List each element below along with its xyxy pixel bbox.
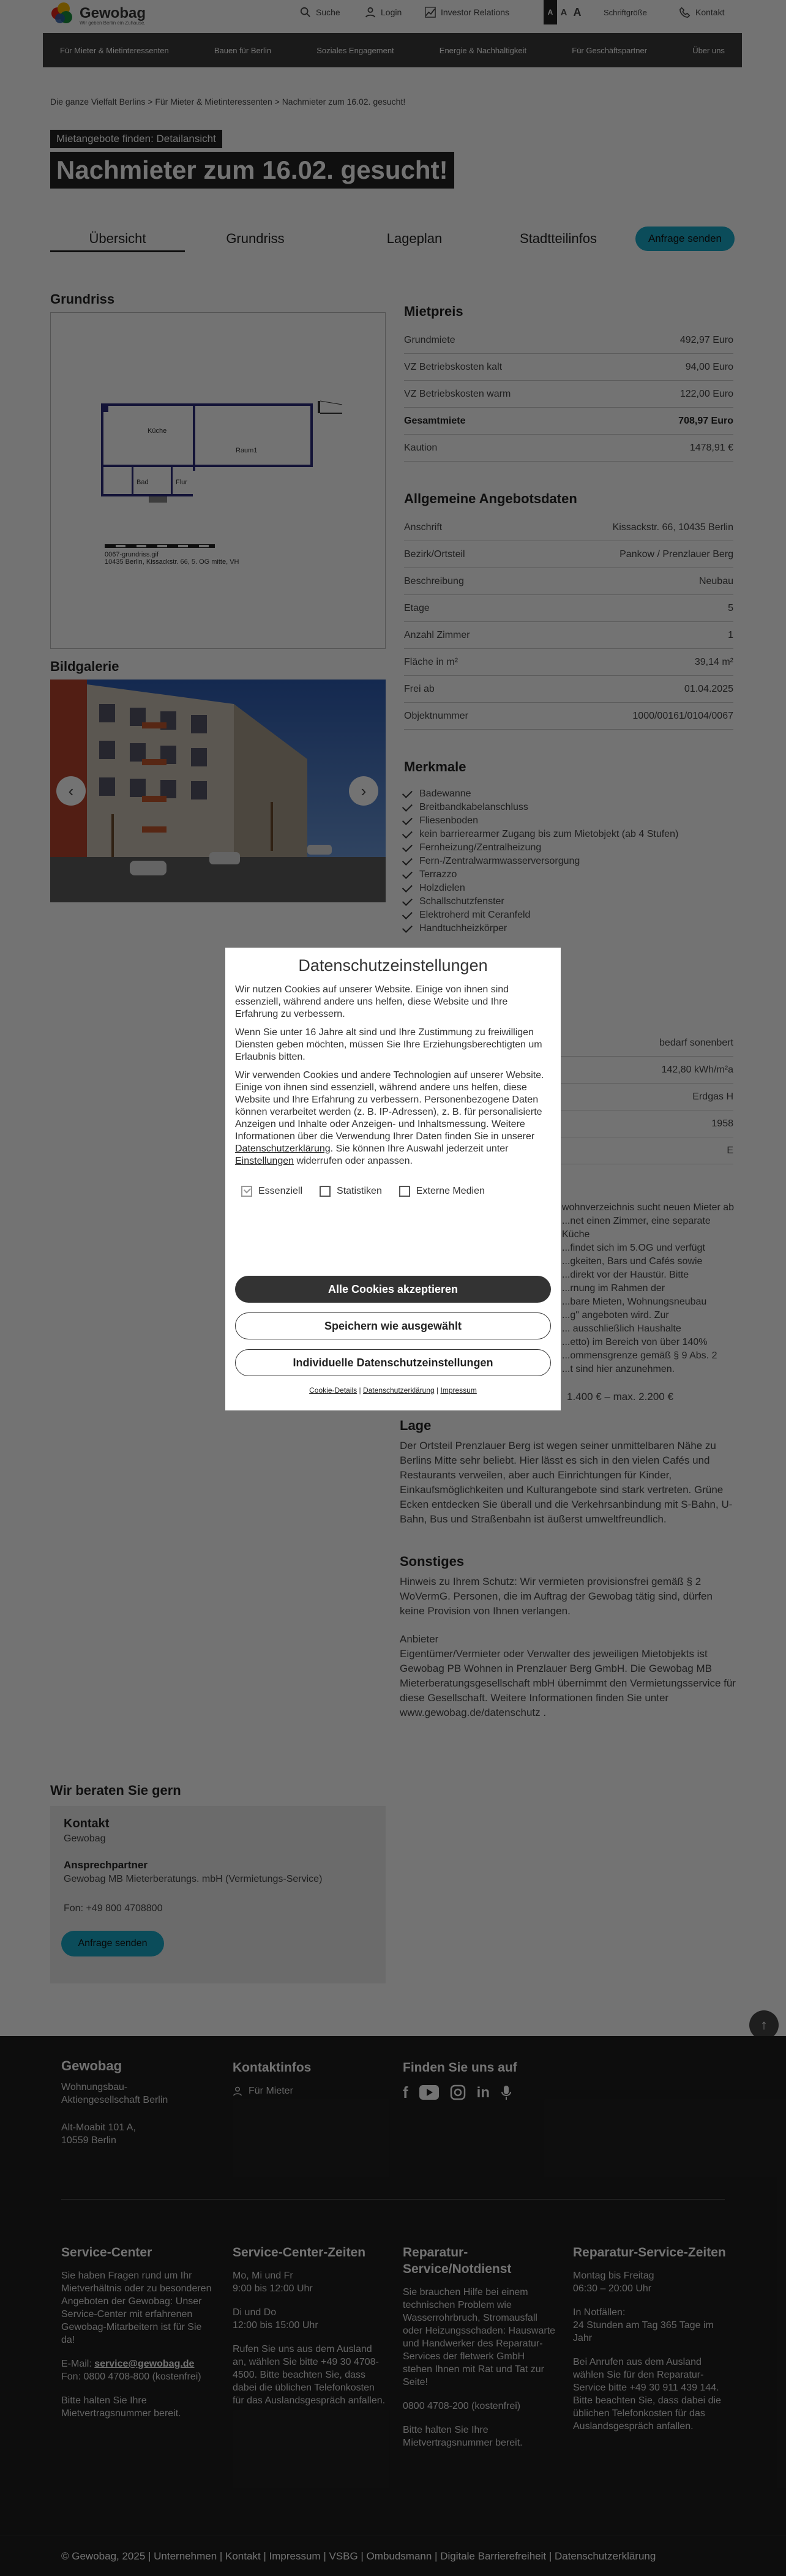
cookie-consent-dialog bbox=[225, 948, 561, 1410]
dialog-text-3-a: Wir verwenden Cookies und andere Technologien auf unserer Website. Einige von ihnen sind essenziell, während andere uns helfen, diese Website und Ihre Erfahrung zu verbessern. Personenbezogene Daten können verarbeitet werden (z. B. IP-Adressen), z. B. für personalisierte Anzeigen und Inhalte oder Anzeigen- und Inhaltsmessung. Weitere Informationen über die Verwendung Ihrer Daten finden Sie in unserer bbox=[235, 1070, 544, 1142]
dialog-title: Datenschutzeinstellungen bbox=[298, 956, 488, 975]
checkbox-label: Essenziell bbox=[258, 1186, 303, 1196]
dialog-text-3-c: widerrufen oder anpassen. bbox=[296, 1156, 413, 1166]
individual-settings-button[interactable]: Individuelle Datenschutzeinstellungen bbox=[235, 1349, 551, 1376]
dialog-text-1: Wir nutzen Cookies auf unserer Website. Einige von ihnen sind essenziell, während andere uns helfen, diese Website und Ihre Erfahrung zu verbessern. bbox=[235, 984, 509, 1019]
essential-checkbox[interactable] bbox=[241, 1186, 302, 1197]
save-selection-button[interactable]: Speichern wie ausgewählt bbox=[235, 1312, 551, 1339]
statistics-checkbox[interactable] bbox=[320, 1186, 382, 1197]
dialog-text-2: Wenn Sie unter 16 Jahre alt sind und Ihre Zustimmung zu freiwilligen Diensten geben möchten, müssen Sie Ihre Erziehungsberechtigten um Erlaubnis bitten. bbox=[235, 1027, 542, 1062]
settings-link[interactable]: Einstellungen bbox=[235, 1156, 294, 1166]
checkbox-unchecked bbox=[320, 1186, 331, 1197]
privacy-link[interactable]: Datenschutzerklärung bbox=[235, 1144, 331, 1154]
cookie-details-link[interactable]: Cookie-Details bbox=[309, 1386, 357, 1395]
checkbox-label: Externe Medien bbox=[416, 1186, 485, 1196]
dialog-text-3 bbox=[235, 1069, 551, 1167]
checkbox-label: Statistiken bbox=[337, 1186, 382, 1196]
privacy-policy-link[interactable]: Datenschutzerklärung bbox=[362, 1386, 435, 1395]
dialog-text-3-b: . Sie können Ihre Auswahl jederzeit unter bbox=[330, 1144, 509, 1154]
accept-all-button[interactable]: Alle Cookies akzeptieren bbox=[235, 1276, 551, 1303]
checkbox-unchecked bbox=[399, 1186, 410, 1197]
external-media-checkbox[interactable] bbox=[399, 1186, 485, 1197]
dialog-footer-links: Cookie-Details | Datenschutzerklärung | Impressum bbox=[309, 1386, 477, 1395]
imprint-link[interactable]: Impressum bbox=[440, 1386, 477, 1395]
checkbox-checked bbox=[241, 1186, 252, 1197]
